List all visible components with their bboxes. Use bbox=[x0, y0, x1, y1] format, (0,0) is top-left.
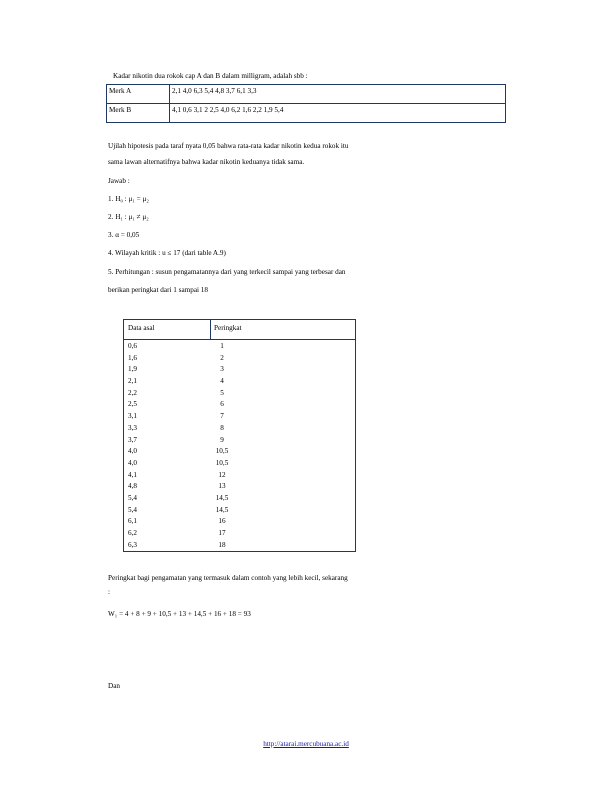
step-5-line-2: berikan peringkat dari 1 sampai 18 bbox=[108, 286, 208, 294]
table-row bbox=[107, 104, 506, 123]
table-row bbox=[124, 458, 355, 470]
merk-a-values: 2,1 4,0 6,3 5,4 4,8 3,7 6,1 3,3 bbox=[170, 85, 506, 104]
table-row bbox=[124, 528, 355, 540]
table-row bbox=[107, 85, 506, 104]
table-row bbox=[124, 411, 355, 423]
step-3: 3. α = 0,05 bbox=[108, 231, 140, 239]
data-asal-cell: 3,7 bbox=[128, 435, 137, 444]
rank-table-header bbox=[124, 320, 355, 340]
table-row bbox=[124, 540, 355, 552]
table-row bbox=[124, 505, 355, 517]
table-row bbox=[124, 388, 355, 400]
summary-line-1: Peringkat bagi pengamatan yang termasuk dalam contoh yang lebih kecil, sekarang bbox=[108, 574, 348, 582]
step-4: 4. Wilayah kritik : u ≤ 17 (dari table A.9) bbox=[108, 249, 226, 257]
data-asal-cell: 5,4 bbox=[128, 493, 137, 502]
peringkat-cell: 10,5 bbox=[215, 458, 229, 467]
data-asal-cell: 6,1 bbox=[128, 517, 137, 526]
table-row bbox=[124, 435, 355, 447]
peringkat-cell: 16 bbox=[218, 517, 226, 526]
merk-b-label: Merk B bbox=[107, 104, 170, 123]
peringkat-cell: 13 bbox=[218, 482, 226, 491]
merk-table bbox=[106, 84, 506, 123]
data-asal-header: Data asal bbox=[128, 324, 155, 332]
data-asal-cell: 1,6 bbox=[128, 353, 137, 362]
peringkat-cell: 14,5 bbox=[215, 505, 229, 514]
dan-text: Dan bbox=[108, 682, 120, 690]
rank-table-body bbox=[124, 341, 355, 551]
data-asal-cell: 4,1 bbox=[128, 470, 137, 479]
rank-table bbox=[123, 319, 356, 552]
peringkat-cell: 9 bbox=[220, 435, 224, 444]
data-asal-cell: 3,3 bbox=[128, 423, 137, 432]
peringkat-cell: 6 bbox=[220, 400, 224, 409]
peringkat-cell: 5 bbox=[220, 388, 224, 397]
data-asal-cell: 4,0 bbox=[128, 458, 137, 467]
table-row bbox=[124, 353, 355, 365]
data-asal-cell: 4,0 bbox=[128, 447, 137, 456]
data-asal-cell: 3,1 bbox=[128, 412, 137, 421]
data-asal-cell: 2,5 bbox=[128, 400, 137, 409]
step-1: 1. H₀ : μ₁ = μ₂ bbox=[108, 195, 149, 203]
table-row bbox=[124, 446, 355, 458]
data-asal-cell: 5,4 bbox=[128, 505, 137, 514]
table-row bbox=[124, 493, 355, 505]
table-row bbox=[124, 399, 355, 411]
data-asal-cell: 0,6 bbox=[128, 342, 137, 350]
step-2: 2. H₁ : μ₁ ≠ μ₂ bbox=[108, 213, 149, 221]
peringkat-cell: 2 bbox=[220, 353, 224, 362]
peringkat-cell: 7 bbox=[220, 412, 224, 421]
table-row bbox=[124, 516, 355, 528]
peringkat-cell: 10,5 bbox=[215, 447, 229, 456]
header-divider bbox=[210, 320, 211, 340]
summary-line-2: : bbox=[108, 588, 110, 596]
merk-a-label: Merk A bbox=[107, 85, 170, 104]
hypothesis-line-1: Ujilah hipotesis pada taraf nyata 0,05 bahwa rata-rata kadar nikotin kedua rokok itu bbox=[108, 142, 349, 150]
intro-text: Kadar nikotin dua rokok cap A dan B dalam milligram, adalah sbb : bbox=[113, 72, 308, 80]
step-5-line-1: 5. Perhitungan : susun pengamatannya dari yang terkecil sampai yang terbesar dan bbox=[108, 268, 346, 276]
peringkat-cell: 14,5 bbox=[215, 493, 229, 502]
peringkat-cell: 12 bbox=[218, 470, 226, 479]
table-row bbox=[124, 423, 355, 435]
peringkat-cell: 18 bbox=[218, 540, 226, 549]
hypothesis-line-2: sama lawan alternatifnya bahwa kadar nikotin keduanya tidak sama. bbox=[108, 158, 305, 166]
data-asal-cell: 6,2 bbox=[128, 529, 137, 537]
merk-b-values: 4,1 0,6 3,1 2 2,5 4,0 6,2 1,6 2,2 1,9 5,4 bbox=[170, 104, 506, 123]
jawab-label: Jawab : bbox=[108, 177, 130, 185]
peringkat-cell: 17 bbox=[218, 529, 226, 537]
peringkat-cell: 3 bbox=[220, 365, 224, 374]
data-asal-cell: 1,9 bbox=[128, 365, 137, 374]
table-row bbox=[124, 481, 355, 493]
data-asal-cell: 2,1 bbox=[128, 377, 137, 386]
peringkat-header: Peringkat bbox=[214, 324, 242, 332]
table-row bbox=[124, 376, 355, 388]
data-asal-cell: 2,2 bbox=[128, 388, 137, 397]
peringkat-cell: 4 bbox=[220, 377, 224, 386]
data-asal-cell: 4,8 bbox=[128, 482, 137, 491]
table-row bbox=[124, 470, 355, 482]
table-row bbox=[124, 341, 355, 353]
table-row bbox=[124, 364, 355, 376]
data-asal-cell: 6,3 bbox=[128, 540, 137, 549]
w1-formula: W₁ = 4 + 8 + 9 + 10,5 + 13 + 14,5 + 16 + 18 = 93 bbox=[108, 610, 251, 618]
peringkat-cell: 1 bbox=[220, 342, 224, 350]
footer-link[interactable]: http://atarai.mercubuana.ac.id bbox=[263, 740, 349, 748]
peringkat-cell: 8 bbox=[220, 423, 224, 432]
